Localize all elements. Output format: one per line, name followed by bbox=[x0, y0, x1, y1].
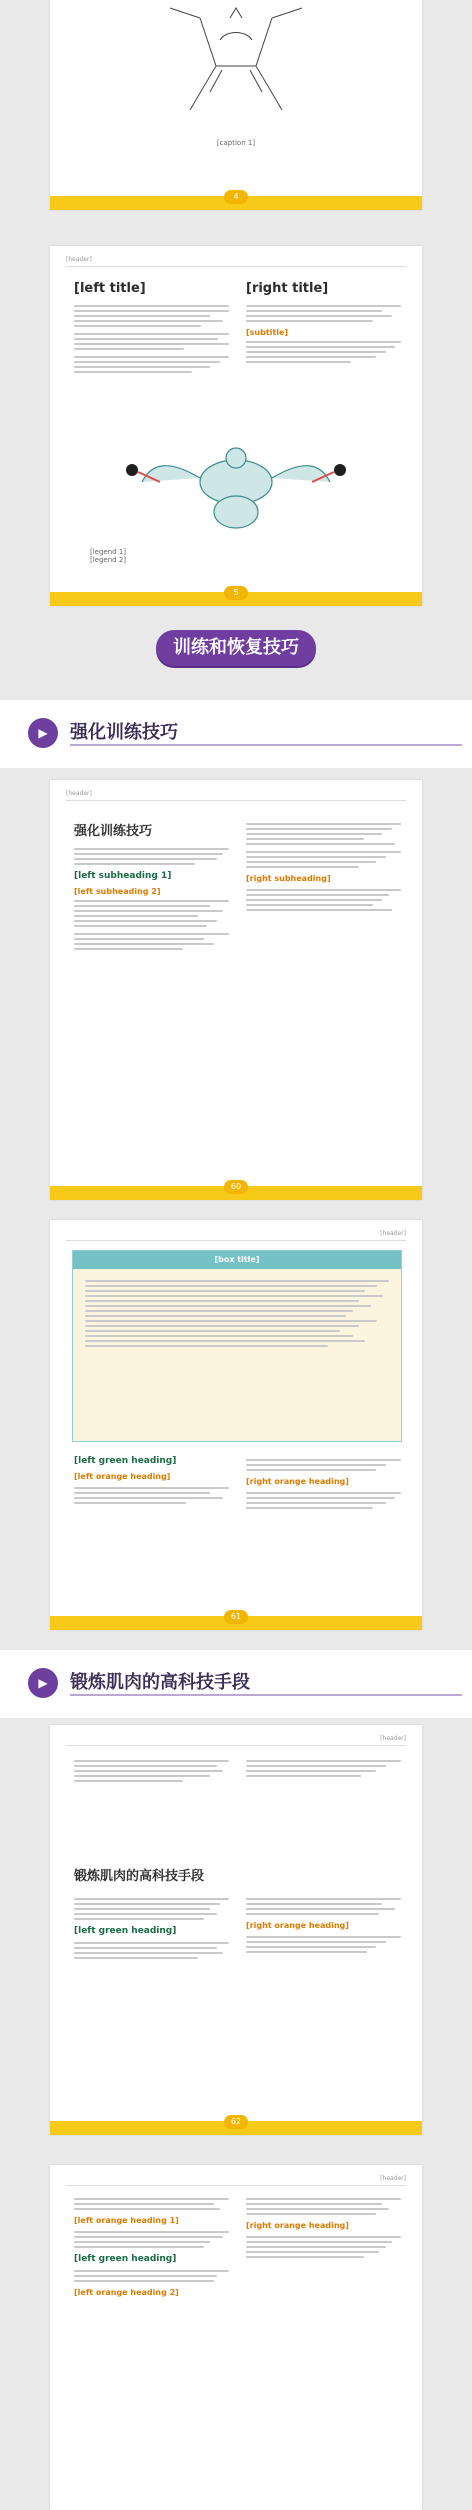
section-title: 锻炼肌肉的高科技手段 bbox=[74, 1869, 205, 1884]
figure-caption: [caption 1] bbox=[216, 139, 256, 147]
page-number: 62 bbox=[224, 2115, 248, 2129]
info-box bbox=[72, 1250, 402, 1442]
right-column bbox=[246, 1895, 401, 1959]
page-header: [header] bbox=[380, 2175, 406, 2182]
page-number: 60 bbox=[224, 1180, 248, 1194]
play-icon: ▶ bbox=[28, 1668, 58, 1698]
page-number: 5 bbox=[224, 586, 248, 600]
right-column-title: [right title] bbox=[246, 281, 329, 296]
left-green-heading: [left green heading] bbox=[74, 2254, 177, 2264]
right-column-top bbox=[246, 1757, 401, 1783]
right-orange-heading: [right orange heading] bbox=[246, 2221, 349, 2230]
page-1 bbox=[50, 0, 422, 210]
section-band-hightech bbox=[0, 1650, 472, 1718]
left-green-heading: [left green heading] bbox=[74, 1456, 177, 1466]
page-footer bbox=[50, 192, 422, 210]
page-header: [header] bbox=[380, 1230, 406, 1237]
left-column-top bbox=[74, 1757, 229, 1788]
left-subheading-2: [left subheading 2] bbox=[74, 887, 161, 896]
anatomy-figure bbox=[50, 0, 422, 120]
page-3 bbox=[50, 780, 422, 1200]
page-2 bbox=[50, 246, 422, 606]
page-6 bbox=[50, 2165, 422, 2510]
left-orange-heading-2: [left orange heading 2] bbox=[74, 2288, 179, 2297]
page-header: [header] bbox=[380, 1735, 406, 1742]
page-number: 61 bbox=[224, 1610, 248, 1624]
legend: [legend 1] [legend 2] bbox=[90, 548, 127, 564]
page-5 bbox=[50, 1725, 422, 2135]
right-column bbox=[246, 820, 401, 917]
left-column-title: [left title] bbox=[74, 281, 146, 296]
bodybuilder-illustration bbox=[50, 442, 422, 537]
left-green-heading: [left green heading] bbox=[74, 1926, 177, 1936]
right-subheading: [right subheading] bbox=[246, 874, 331, 883]
left-column bbox=[74, 2195, 229, 2303]
left-column bbox=[74, 820, 229, 956]
page-header: [header] bbox=[66, 790, 92, 797]
page-footer bbox=[50, 588, 422, 606]
page-footer bbox=[50, 1612, 422, 1630]
right-orange-heading: [right orange heading] bbox=[246, 1921, 349, 1930]
info-box-title: [box title] bbox=[73, 1251, 401, 1269]
page-footer bbox=[50, 2117, 422, 2135]
page-4 bbox=[50, 1220, 422, 1630]
section-band-strength bbox=[0, 700, 472, 768]
section-title: 强化训练技巧 bbox=[74, 824, 153, 839]
page-footer bbox=[50, 1182, 422, 1200]
left-subheading: [left subheading 1] bbox=[74, 871, 172, 881]
left-column bbox=[74, 1456, 229, 1510]
page-header: [header] bbox=[66, 256, 92, 263]
band-title: 强化训练技巧 bbox=[70, 722, 178, 743]
left-orange-heading-1: [left orange heading 1] bbox=[74, 2216, 179, 2225]
page-number: 4 bbox=[224, 190, 248, 204]
section-title-wrap bbox=[74, 1865, 404, 1884]
right-orange-heading: [right orange heading] bbox=[246, 1477, 349, 1486]
left-column bbox=[74, 281, 229, 379]
left-column bbox=[74, 1895, 229, 1965]
band-title: 锻炼肌肉的高科技手段 bbox=[70, 1672, 250, 1693]
right-column bbox=[246, 1456, 401, 1515]
left-orange-heading: [left orange heading] bbox=[74, 1472, 171, 1481]
right-column bbox=[246, 281, 401, 369]
right-subtitle: [subtitle] bbox=[246, 328, 289, 337]
section-pill: 训练和恢复技巧 bbox=[156, 630, 316, 666]
right-column bbox=[246, 2195, 401, 2264]
play-icon: ▶ bbox=[28, 718, 58, 748]
